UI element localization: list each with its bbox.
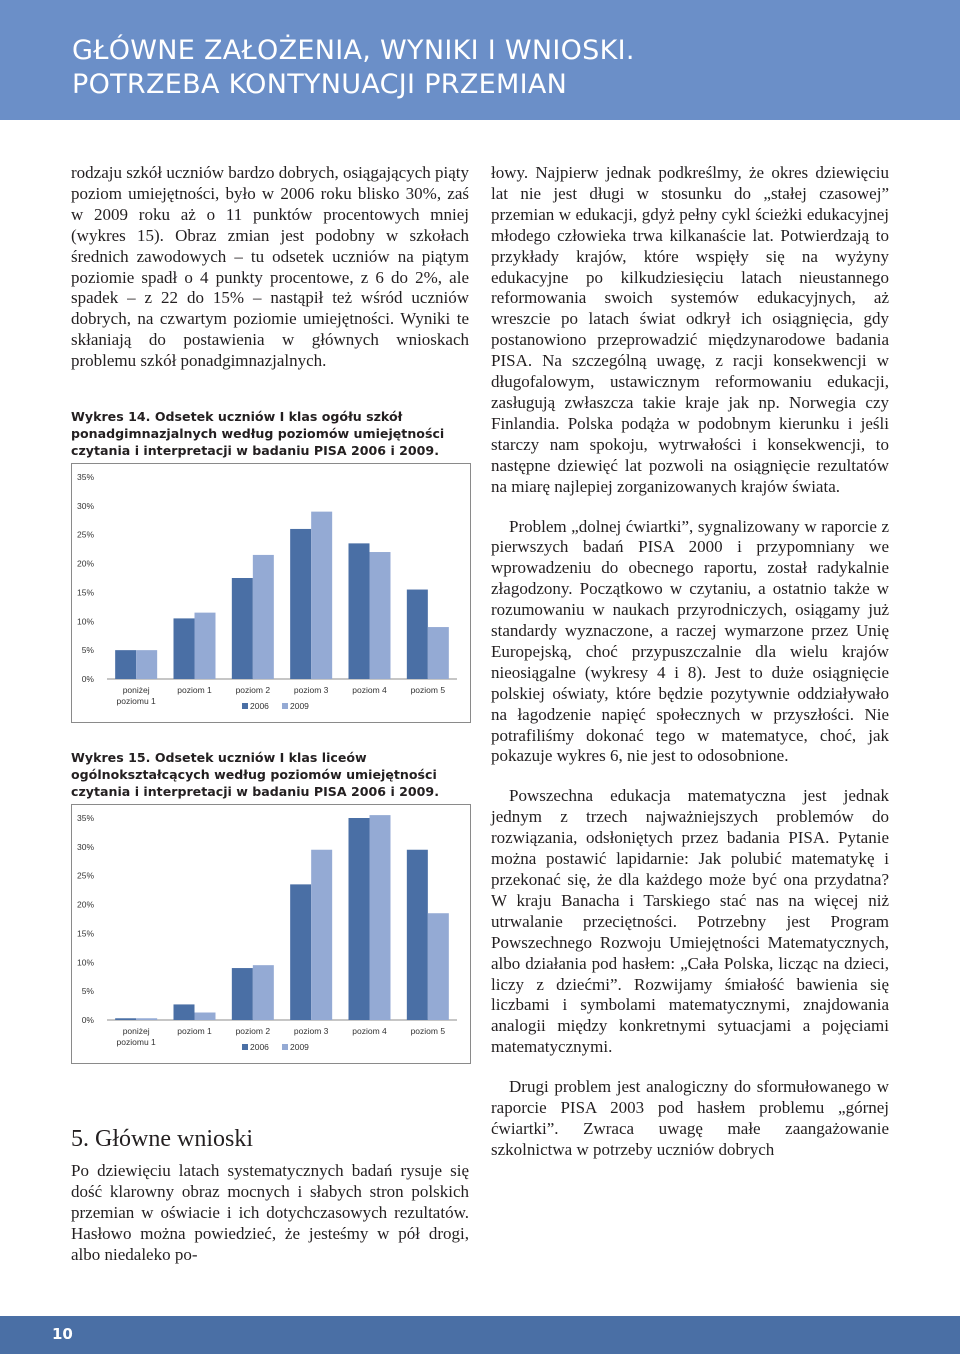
x-tick-label: poziom 5	[410, 685, 446, 695]
bar-2009	[136, 1018, 157, 1020]
x-tick-label: poziomu 1	[116, 1037, 156, 1047]
figure-14-caption	[71, 408, 471, 459]
x-tick-label: poniżej	[122, 1026, 150, 1036]
y-tick-label: 0%	[81, 1015, 94, 1025]
left-column	[71, 163, 469, 372]
page-number: 10	[52, 1325, 73, 1343]
bar-2009	[195, 1012, 216, 1020]
legend-label: 2009	[290, 1042, 309, 1052]
y-tick-label: 30%	[76, 500, 94, 511]
bar-2009	[370, 815, 391, 1020]
x-tick-label: poziom 2	[235, 1026, 271, 1036]
bar-2009	[311, 512, 332, 679]
y-tick-label: 0%	[81, 674, 94, 684]
y-tick-label: 5%	[81, 645, 94, 656]
right-paragraph-1: łowy. Najpierw jednak podkreślmy, że okres dziewięciu lat nie jest długi w stosunku do „stałej czasowej” przemian w edukacji, gdyż pełny cykl ścieżki edukacyjnej młodego człowieka trwa kilkanaście lat. Potwierdzają to przykłady krajów, które wspięły się na wyżyny edukacyjne po kilkudziesięciu latach nieustannego reformowania swoich systemów edukacyjnych, aż wreszcie po latach świat odkrył ich osiągnięcia, gdy postanowiono przeprowadzić międzynarodowe badania PISA. Na szczególną uwagę, z racji konsekwencji w długofalowym, ustawicznym reformowaniu edukacji, zasługują zwłaszcza takie kraje jak np. Norwegia czy Finlandia. Polska podąża w podobnym kierunku i jeśli starczy nam spokoju, wytrwałości i konsekwencji, to następne dziewięć lat pozwoli na osiągnięcie rezultatów na miarę najlepiej zorganizowanych krajów świata.	[491, 163, 889, 496]
legend-label: 2009	[290, 701, 309, 711]
x-tick-label: poziom 1	[177, 1026, 212, 1036]
x-tick-label: poziom 4	[352, 1026, 387, 1036]
figure-15-label: Wykres 15.	[71, 750, 151, 765]
x-tick-label: poziom 2	[235, 685, 271, 695]
bar-2006	[232, 578, 253, 679]
x-tick-label: poziom 5	[410, 1026, 446, 1036]
legend-label: 2006	[250, 701, 269, 711]
bar-2009	[195, 613, 216, 679]
legend-label: 2006	[250, 1042, 269, 1052]
y-tick-label: 10%	[76, 616, 94, 627]
y-tick-label: 35%	[76, 813, 94, 823]
bar-2009	[311, 850, 332, 1020]
right-paragraph-2: Problem „dolnej ćwiartki”, sygnalizowany w raporcie z pierwszych badań PISA 2000 i przypomniany we wprowadzeniu do obecnego raportu, został radykalnie złagodzony. Początkowo w czytaniu, a ostatnio także w rozumowaniu w naukach przyrodniczych, osiągamy już standardy wyznaczone, a raczej wymarzone przez Unię Europejską, choć przypuszczalnie dla wielu krajów nieosiągalne (wykresy 4 i 8). Jest to duże osiągnięcie polskiej oświaty, które będzie pozytywnie oddziaływało na łagodzenie napięć społecznych w przyszłości. Nie potrafiliśmy dokonać tego w matematyce, choć, jak pokazuje wykres 6, nie jest to odosobnione.	[491, 516, 889, 766]
right-paragraph-4: Drugi problem jest analogiczny do sformułowanego w raporcie PISA 2003 pod hasłem problemu „górnej ćwiartki”. Zwraca uwagę małe zaangażowanie szkolnictwa w potrzeby uczniów dobrych	[491, 1077, 889, 1159]
bar-2009	[370, 552, 391, 679]
bar-2006	[349, 818, 370, 1020]
bar-2009	[253, 555, 274, 679]
bar-2009	[428, 627, 449, 679]
y-tick-label: 15%	[76, 587, 94, 598]
page-header	[0, 0, 960, 120]
bar-2006	[290, 529, 311, 679]
chart-14	[71, 463, 471, 723]
figure-15-text: Odsetek uczniów I klas liceów ogólnokształcących według poziomów umiejętności czytania i interpretacji w badaniu PISA 2006 i 2009.	[71, 750, 439, 799]
legend-swatch	[242, 1044, 248, 1050]
page-title-line-1: GŁÓWNE ZAŁOŻENIA, WYNIKI I WNIOSKI.	[72, 35, 635, 66]
bar-2009	[428, 913, 449, 1020]
legend-swatch	[282, 1044, 288, 1050]
page-title-line-2: POTRZEBA KONTYNUACJI PRZEMIAN	[72, 69, 568, 100]
bar-2006	[174, 1004, 195, 1020]
x-tick-label: poziom 1	[177, 685, 212, 695]
figure-14-label: Wykres 14.	[71, 409, 151, 424]
chart-15-svg	[72, 805, 470, 1063]
chart-15	[71, 804, 471, 1064]
y-tick-label: 10%	[76, 957, 94, 968]
bar-2006	[290, 884, 311, 1020]
bar-2006	[407, 590, 428, 679]
x-tick-label: poziomu 1	[116, 696, 156, 706]
section-paragraph: Po dziewięciu latach systematycznych badań rysuje się dość klarowny obraz mocnych i słabych stron polskich przemian w oświacie i ich dotychczasowych rezultatów. Hasłowo można powiedzieć, że jesteśmy w pół drogi, albo niedaleko po-	[71, 1161, 469, 1264]
chart-14-svg	[72, 464, 470, 722]
y-tick-label: 20%	[76, 558, 94, 569]
page-title	[72, 34, 635, 102]
bar-2006	[349, 543, 370, 679]
figure-14-text: Odsetek uczniów I klas ogółu szkół ponadgimnazjalnych według poziomów umiejętności czytania i interpretacji w badaniu PISA 2006 i 2009.	[71, 409, 445, 458]
y-tick-label: 5%	[81, 986, 94, 997]
bar-2006	[232, 968, 253, 1020]
bar-2006	[407, 850, 428, 1020]
legend-swatch	[282, 703, 288, 709]
x-tick-label: poziom 4	[352, 685, 387, 695]
bar-2009	[136, 650, 157, 679]
y-tick-label: 20%	[76, 899, 94, 910]
left-paragraph-1: rodzaju szkół uczniów bardzo dobrych, osiągających piąty poziom umiejętności, było w 2006 roku blisko 30%, zaś w 2009 roku aż o 11 punktów procentowych mniej (wykres 15). Obraz zmian jest podobny w szkołach średnich zawodowych – tu odsetek uczniów na piątym poziomie spadł o 4 punkty procentowe, z 6 do 2%, ale spadek – z 22 do 15% – nastąpił też wśród uczniów dobrych, na czwartym poziomie umiejętności. Wyniki te skłaniają do postawienia w głównych wnioskach problemu szkół ponadgimnazjalnych.	[71, 163, 469, 371]
y-tick-label: 25%	[76, 529, 94, 540]
x-tick-label: poniżej	[122, 685, 150, 695]
x-tick-label: poziom 3	[293, 1026, 329, 1036]
y-tick-label: 15%	[76, 928, 94, 939]
legend-swatch	[242, 703, 248, 709]
right-column	[491, 163, 889, 1161]
bar-2009	[253, 965, 274, 1020]
section-heading: 5. Główne wnioski	[71, 1126, 253, 1152]
right-paragraph-3: Powszechna edukacja matematyczna jest jednak jednym z trzech najważniejszych problemów do rozwiązania, odsłoniętych przez badania PISA. Pytanie można postawić lapidarnie: Jak polubić matematykę i przekonać się, że dla każdego może być ona przydatna? W kraju Banacha i Tarskiego stać nas na więcej niż utrwalanie przeciętności. Potrzebny jest Program Powszechnego Rozwoju Umiejętności Matematycznych, albo działania pod hasłem: „Cała Polska, licząc na dzieci, liczy z dziećmi”. Rozwijamy śmiałość bawienia się liczbami i symbolami matematycznymi, znajdowania analogii między konkretnymi sytuacjami a pojęciami matematycznymi.	[491, 786, 889, 1057]
y-tick-label: 25%	[76, 870, 94, 881]
bar-2006	[174, 618, 195, 679]
y-tick-label: 30%	[76, 841, 94, 852]
figure-15-caption	[71, 749, 471, 800]
page-footer	[0, 1316, 960, 1354]
bar-2006	[115, 650, 136, 679]
x-tick-label: poziom 3	[293, 685, 329, 695]
y-tick-label: 35%	[76, 472, 94, 482]
bar-2006	[115, 1018, 136, 1020]
